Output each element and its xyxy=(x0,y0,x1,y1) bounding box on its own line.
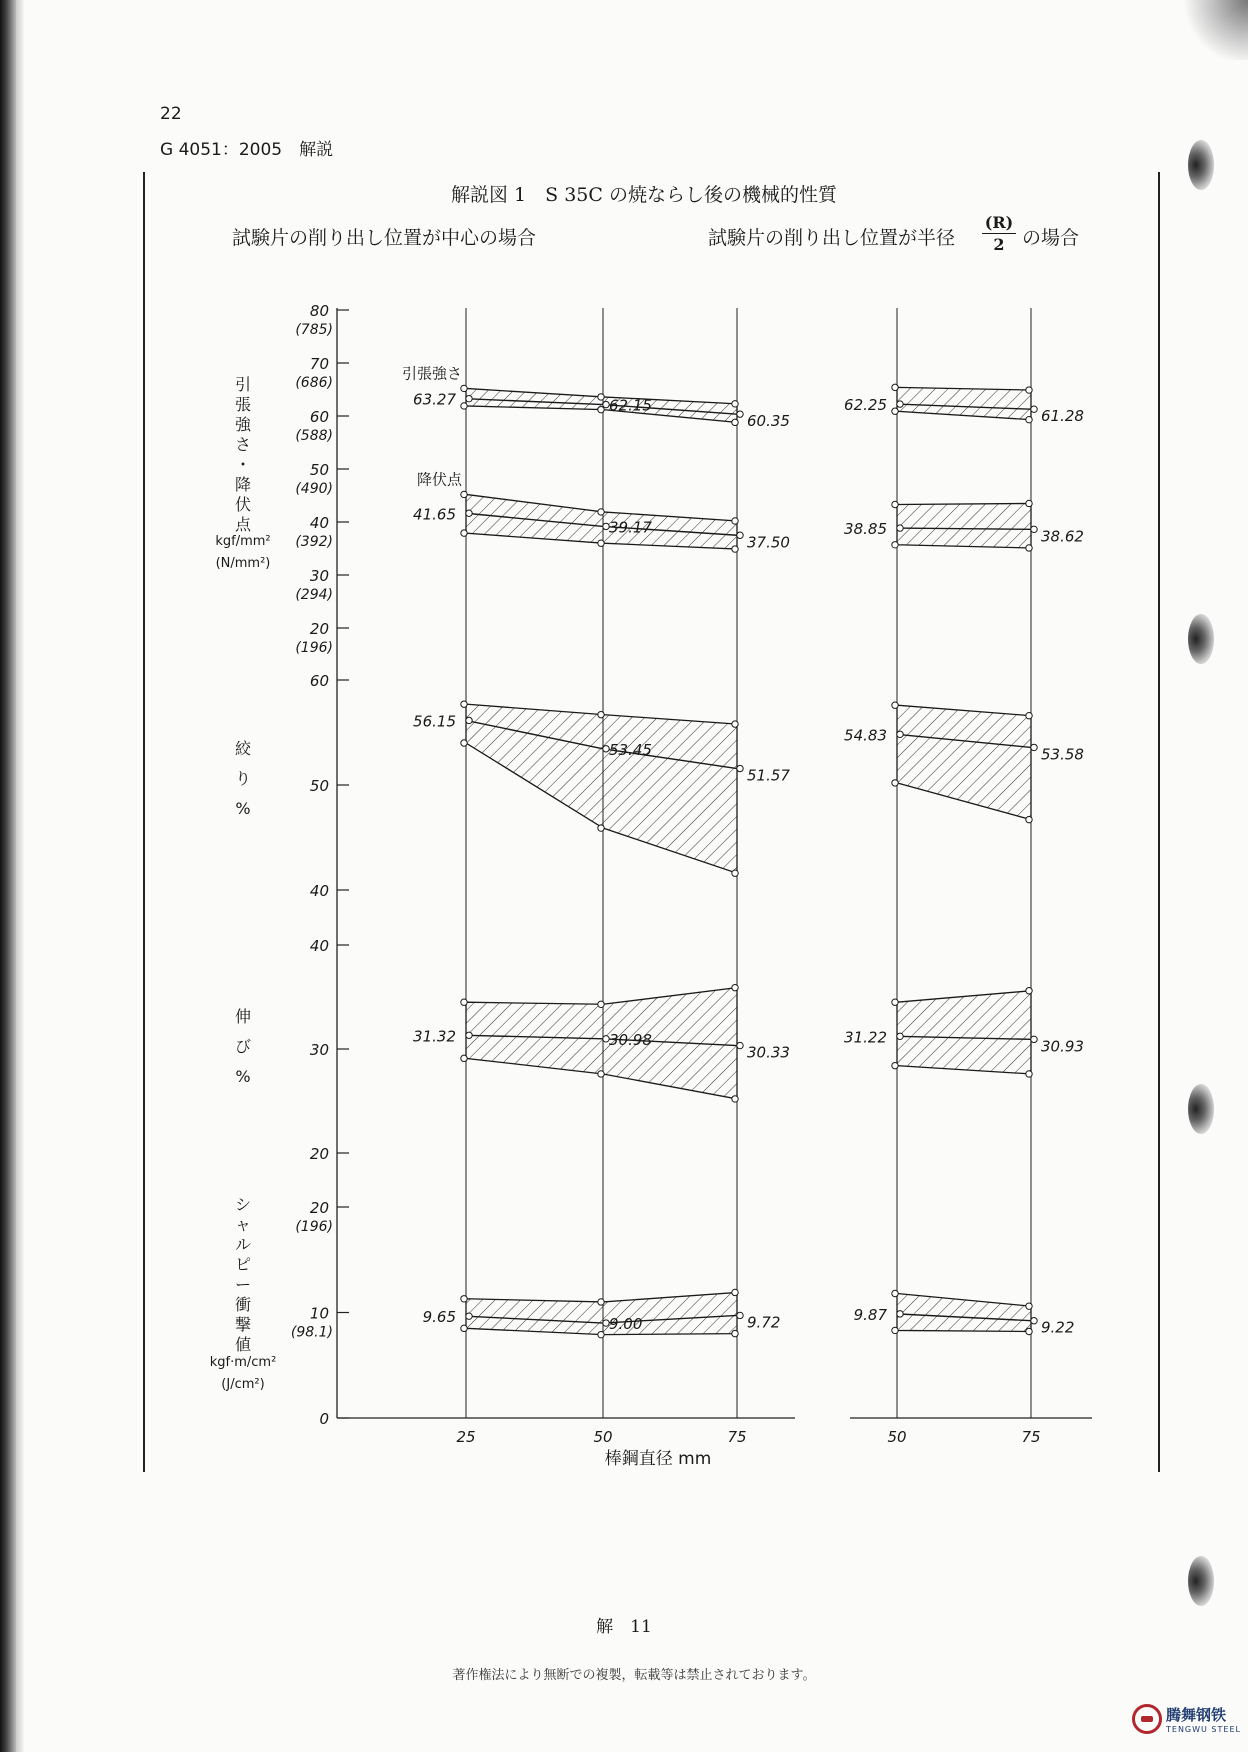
y-tick-sublabel-charpy: (98.1) xyxy=(290,1324,333,1341)
data-point-strength-min xyxy=(732,419,738,425)
y-tick-label-charpy: 20 xyxy=(309,1199,329,1217)
y-axis-label-char-charpy: 衝 xyxy=(234,1295,252,1314)
y-axis-unit-strength: (N/mm²) xyxy=(215,556,271,571)
mean-value-label-charpy: 9.00 xyxy=(609,1315,643,1334)
data-point-elongation-min xyxy=(732,1096,738,1102)
y-tick-label-elongation: 20 xyxy=(309,1145,329,1163)
y-axis-label-char-strength: 引 xyxy=(234,375,252,394)
x-tick-label-center: 25 xyxy=(456,1428,476,1446)
subtitle-center-position: 試験片の削り出し位置が中心の場合 xyxy=(232,227,537,249)
data-point-strength-max xyxy=(598,509,604,515)
band-elongation-half_radius xyxy=(897,991,1031,1074)
y-tick-sublabel-strength: (196) xyxy=(295,640,333,656)
data-point-strength-min xyxy=(461,530,467,536)
mean-value-label-strength: 61.28 xyxy=(1041,407,1084,426)
data-point-reduction-max xyxy=(1026,713,1032,719)
y-tick-label-elongation: 30 xyxy=(309,1041,329,1059)
data-point-charpy-max xyxy=(1026,1303,1032,1309)
y-tick-label-charpy: 10 xyxy=(309,1304,329,1323)
band-strength-half_radius xyxy=(897,503,1031,548)
data-point-elongation-max xyxy=(892,999,898,1005)
mean-value-label-elongation: 30.93 xyxy=(1041,1037,1084,1056)
y-axis-label-char-charpy: 値 xyxy=(234,1335,252,1354)
data-point-charpy-max xyxy=(732,1289,738,1295)
y-axis-label-char-strength: 点 xyxy=(234,515,252,534)
data-point-strength-max xyxy=(461,491,467,497)
y-axis-label-char-charpy: ー xyxy=(234,1275,252,1294)
data-point-strength-max xyxy=(461,385,467,391)
data-point-reduction-mean xyxy=(466,717,472,723)
data-point-reduction-max xyxy=(732,721,738,727)
data-point-strength-mean xyxy=(737,411,743,417)
y-axis-unit-strength: kgf/mm² xyxy=(215,534,271,549)
band-charpy-half_radius xyxy=(897,1294,1031,1332)
data-point-reduction-min xyxy=(598,825,604,831)
data-point-charpy-max xyxy=(461,1296,467,1302)
y-axis-label-char-strength: さ xyxy=(234,435,252,454)
mean-value-label-elongation: 30.98 xyxy=(609,1030,652,1049)
mean-value-label-reduction: 56.15 xyxy=(413,712,456,731)
y-axis-unit-charpy: (J/cm²) xyxy=(221,1377,265,1392)
data-point-reduction-min xyxy=(892,780,898,786)
y-tick-label-elongation: 40 xyxy=(309,937,329,955)
data-point-reduction-max xyxy=(598,711,604,717)
data-point-charpy-mean xyxy=(466,1313,472,1319)
mean-value-label-strength: 41.65 xyxy=(413,505,456,524)
fraction-denominator: 2 xyxy=(993,235,1005,254)
data-point-strength-mean xyxy=(737,532,743,538)
mean-value-label-reduction: 51.57 xyxy=(747,766,790,785)
data-point-reduction-min xyxy=(732,870,738,876)
data-point-strength-mean xyxy=(897,401,903,407)
data-point-charpy-mean xyxy=(737,1312,743,1318)
y-axis-label-char-charpy: ル xyxy=(234,1235,252,1254)
y-axis-label-char-strength: 伏 xyxy=(234,495,252,514)
fraction-numerator: (R) xyxy=(982,213,1016,234)
y-axis-label-char-reduction: % xyxy=(235,799,251,818)
x-tick-label-center: 50 xyxy=(593,1428,613,1446)
series-label-strength: 引張強さ xyxy=(401,364,462,383)
data-point-strength-mean xyxy=(1031,406,1037,412)
data-point-reduction-mean xyxy=(897,731,903,737)
data-point-strength-mean xyxy=(466,395,472,401)
mean-value-label-strength: 60.35 xyxy=(747,412,790,431)
data-point-strength-min xyxy=(1026,417,1032,423)
data-point-strength-min xyxy=(892,542,898,548)
y-tick-label-reduction: 60 xyxy=(309,672,329,690)
data-point-charpy-max xyxy=(892,1290,898,1296)
mean-value-label-strength: 62.25 xyxy=(844,396,887,415)
y-axis-label-char-reduction: り xyxy=(234,769,252,788)
y-axis-label-char-strength: 強 xyxy=(234,415,252,434)
mean-value-label-strength: 38.62 xyxy=(1041,527,1084,546)
data-point-strength-max xyxy=(598,394,604,400)
y-tick-label-strength: 30 xyxy=(309,567,329,585)
mean-value-label-charpy: 9.22 xyxy=(1041,1318,1075,1337)
data-point-elongation-min xyxy=(1026,1071,1032,1077)
mean-value-label-reduction: 53.45 xyxy=(609,740,652,759)
data-point-elongation-mean xyxy=(897,1033,903,1039)
footer-page-label: 解 11 xyxy=(596,1617,652,1637)
y-tick-label-strength: 20 xyxy=(309,620,329,638)
mean-value-label-charpy: 9.65 xyxy=(422,1308,456,1327)
y-axis-label-char-elongation: % xyxy=(235,1067,251,1086)
data-point-strength-min xyxy=(598,406,604,412)
data-point-charpy-min xyxy=(732,1330,738,1336)
data-point-strength-max xyxy=(732,401,738,407)
data-point-strength-mean xyxy=(466,510,472,516)
mean-value-label-elongation: 31.32 xyxy=(413,1027,456,1046)
mean-value-label-charpy: 9.72 xyxy=(747,1313,781,1332)
y-tick-label-strength: 50 xyxy=(309,461,329,479)
figure-title: 解説図 1 S 35C の焼ならし後の機械的性質 xyxy=(451,184,837,206)
data-point-elongation-mean xyxy=(1031,1036,1037,1042)
mean-value-label-charpy: 9.87 xyxy=(853,1305,887,1324)
data-point-charpy-max xyxy=(598,1299,604,1305)
standard-id: G 4051：2005 解説 xyxy=(160,140,334,160)
y-axis-label-char-strength: 張 xyxy=(234,395,252,414)
y-axis-label-char-charpy: 撃 xyxy=(234,1315,252,1334)
mean-value-label-reduction: 53.58 xyxy=(1041,745,1084,764)
y-axis-label-char-charpy: シ xyxy=(234,1195,252,1214)
y-tick-label-charpy: 0 xyxy=(319,1410,329,1428)
data-point-strength-min xyxy=(1026,545,1032,551)
subtitle-half-radius-suffix: の場合 xyxy=(1022,227,1080,249)
y-tick-sublabel-strength: (294) xyxy=(295,587,333,603)
y-tick-label-strength: 70 xyxy=(309,355,329,373)
data-point-strength-max xyxy=(1026,387,1032,393)
mean-value-label-elongation: 30.33 xyxy=(747,1043,790,1062)
band-reduction-half_radius xyxy=(897,705,1031,819)
y-axis-label-char-reduction: 絞 xyxy=(234,739,252,758)
data-point-reduction-min xyxy=(461,740,467,746)
data-point-elongation-min xyxy=(461,1055,467,1061)
y-axis-label-char-charpy: ャ xyxy=(234,1215,252,1234)
data-point-charpy-min xyxy=(1026,1328,1032,1334)
data-point-reduction-mean xyxy=(737,765,743,771)
data-point-elongation-min xyxy=(598,1071,604,1077)
data-point-charpy-min xyxy=(598,1331,604,1337)
x-tick-label-center: 75 xyxy=(727,1428,747,1446)
y-axis-label-char-elongation: 伸 xyxy=(234,1007,252,1026)
data-point-elongation-mean xyxy=(466,1032,472,1038)
data-point-elongation-max xyxy=(461,999,467,1005)
data-point-elongation-min xyxy=(892,1062,898,1068)
y-axis-label-char-strength: ・ xyxy=(234,455,252,474)
data-point-strength-min xyxy=(461,403,467,409)
band-strength-half_radius xyxy=(897,387,1031,419)
page-number: 22 xyxy=(160,104,182,124)
data-point-elongation-max xyxy=(598,1001,604,1007)
x-tick-label-half-radius: 50 xyxy=(887,1428,907,1446)
mean-value-label-strength: 38.85 xyxy=(844,520,887,539)
data-point-strength-max xyxy=(1026,500,1032,506)
y-axis-unit-charpy: kgf·m/cm² xyxy=(209,1355,277,1370)
data-point-charpy-min xyxy=(892,1327,898,1333)
mean-value-label-reduction: 54.83 xyxy=(844,726,887,745)
data-point-strength-max xyxy=(892,501,898,507)
y-tick-sublabel-strength: (490) xyxy=(295,481,333,497)
series-label-strength: 降伏点 xyxy=(416,470,462,489)
y-tick-sublabel-strength: (588) xyxy=(295,428,333,444)
data-point-strength-min xyxy=(732,546,738,552)
data-point-strength-min xyxy=(892,408,898,414)
data-point-elongation-mean xyxy=(737,1042,743,1048)
data-point-reduction-mean xyxy=(1031,744,1037,750)
y-axis-label-char-elongation: び xyxy=(234,1037,252,1056)
data-point-strength-mean xyxy=(897,525,903,531)
copyright-notice: 著作権法により無断での複製，転載等は禁止されております。 xyxy=(452,1668,816,1683)
logo-subtext: TENGWU STEEL xyxy=(1166,1725,1241,1734)
y-tick-label-strength: 80 xyxy=(309,302,329,320)
data-point-strength-mean xyxy=(1031,526,1037,532)
data-point-elongation-max xyxy=(1026,988,1032,994)
data-point-charpy-min xyxy=(461,1325,467,1331)
data-point-reduction-min xyxy=(1026,816,1032,822)
data-point-charpy-mean xyxy=(897,1311,903,1317)
data-point-reduction-max xyxy=(461,701,467,707)
data-point-charpy-mean xyxy=(1031,1318,1037,1324)
logo-text: 腾舞钢铁 xyxy=(1166,1706,1227,1724)
y-tick-label-strength: 60 xyxy=(309,408,329,426)
y-axis-label-char-strength: 降 xyxy=(234,475,252,494)
y-tick-label-strength: 40 xyxy=(309,514,329,532)
mean-value-label-elongation: 31.22 xyxy=(844,1028,887,1047)
x-tick-label-half-radius: 75 xyxy=(1021,1428,1041,1446)
x-axis-label: 棒鋼直径 mm xyxy=(604,1449,712,1469)
data-point-strength-min xyxy=(598,540,604,546)
y-axis-label-char-charpy: ピ xyxy=(234,1255,252,1274)
data-point-strength-max xyxy=(732,518,738,524)
mean-value-label-strength: 37.50 xyxy=(747,533,790,552)
y-tick-label-reduction: 40 xyxy=(309,882,329,900)
mean-value-label-strength: 63.27 xyxy=(413,390,456,409)
data-point-strength-max xyxy=(892,384,898,390)
y-tick-label-reduction: 50 xyxy=(309,777,329,795)
subtitle-half-radius: 試験片の削り出し位置が半径 xyxy=(708,227,956,249)
y-tick-sublabel-strength: (785) xyxy=(295,322,333,338)
y-tick-sublabel-strength: (686) xyxy=(295,375,333,391)
logo-mark-icon xyxy=(1132,1704,1162,1734)
y-tick-sublabel-charpy: (196) xyxy=(295,1219,333,1235)
mean-value-label-strength: 39.17 xyxy=(609,518,652,537)
data-point-reduction-max xyxy=(892,702,898,708)
mean-value-label-strength: 62.15 xyxy=(609,396,652,415)
y-tick-sublabel-strength: (392) xyxy=(295,534,333,550)
company-logo xyxy=(1132,1704,1241,1734)
data-point-elongation-max xyxy=(732,984,738,990)
